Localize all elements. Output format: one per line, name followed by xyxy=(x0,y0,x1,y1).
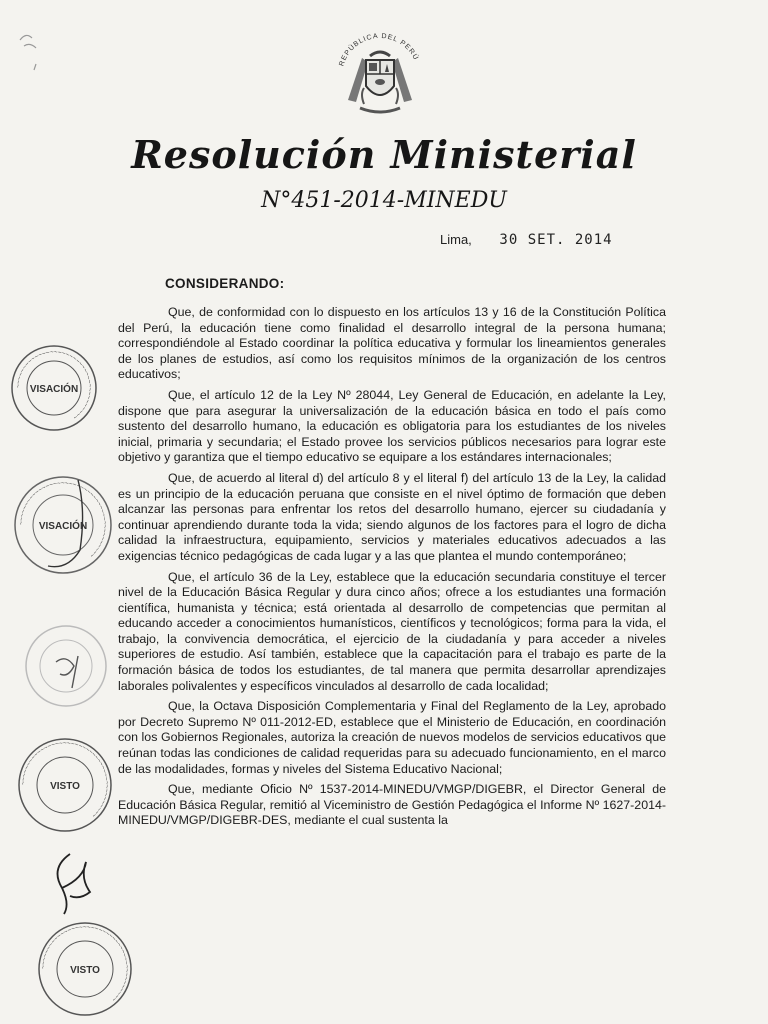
visacion-stamp xyxy=(8,470,118,580)
date-value: 30 SET. 2014 xyxy=(499,232,613,248)
date-city: Lima, xyxy=(440,232,472,247)
paragraph: Que, el artículo 36 de la Ley, establece que la educación secundaria constituye el tercer nivel de la Educación Básica Regular y dura cinco años; ofrece a los estudiantes una formación científica, humanista y técnica; está orientada al desarrollo de competencias que permitan al educando acceder a conocimientos humanísticos, científicos y tecnológicos; forma para la vida, el trabajo, la convivencia democrática, el ejercicio de la ciudadanía y para acceder a niveles superiores de estudio. Así también, establece que la capacitación para el trabajo es parte de la formación básica de todos los estudiantes, de tal manera que permita desarrollar aprendizajes laborales polivalentes y específicos vinculados al desarrollo de cada localidad; xyxy=(118,569,666,693)
paragraph: Que, mediante Oficio Nº 1537-2014-MINEDU/VMGP/DIGEBR, el Director General de Educación Básica Regular, remitió al Viceministro de Gestión Pedagógica el Informe Nº 1627-2014-MINEDU/VMGP/DIGEBR-DES, mediante el cual sustenta la xyxy=(118,782,666,828)
date-line xyxy=(440,232,613,248)
document-title: Resolución Ministerial xyxy=(131,132,637,177)
stamp-label: VISTO xyxy=(50,781,80,792)
handwritten-signature xyxy=(40,848,110,923)
svg-text:~~~~~~~~~~~~~~~~~~~~~~~~~~~~~~: ~~~~~~~~~~~~~~~~~~~~~~~~~~~~~~~~~~~~~~~~~~ xyxy=(17,479,109,559)
svg-text:~~~~~~~~~~~~~~~~~~~~~~~~~~~~~~: ~~~~~~~~~~~~~~~~~~~~~~~~~~~~~~~~~~~~~ xyxy=(14,348,94,421)
svg-text:~~~~~~~~~~~~~~~~~~~~~~~~~~~~~~: ~~~~~~~~~~~~~~~~~~~~~~~~~~~~~~~~~~~~~~~~~~ xyxy=(39,923,131,1003)
coat-of-arms-seal xyxy=(330,28,430,118)
paragraph: Que, el artículo 12 de la Ley Nº 28044, Ley General de Educación, en adelante la Ley, dispone que para asegurar la universalización de la educación básica en todo el país como sustento del desarrollo humano, la educación es obligatoria para los estudiantes de los niveles inicial, primaria y secundaria; el Estado provee los servicios públicos necesarios para lograr este objetivo y garantiza que el tiempo educativo se equipare a los estándares internacionales; xyxy=(118,387,666,465)
paragraph: Que, de acuerdo al literal d) del artículo 8 y el literal f) del artículo 13 de la Ley, la calidad es un principio de la educación peruana que consiste en el nivel óptimo de formación que deben alcanzar las personas para enfrentar los retos del desarrollo humano, ejercer su ciudadanía y continuar aprendiendo durante toda la vida; siendo algunos de los factores para el logro de dicha calidad la infraestructura, equipamiento, servicios y materiales educativos adecuados a las exigencias técnico pedagógicas de cada lugar y a las que plantea el mundo contemporáneo; xyxy=(118,470,666,563)
stamp-label: VISTO xyxy=(70,965,100,976)
paragraph: Que, la Octava Disposición Complementaria y Final del Reglamento de la Ley, aprobado por Decreto Supremo Nº 011-2012-ED, establece que el Ministerio de Educación, en coordinación con los Gobiernos Regionales, autoriza la creación de nuevos modelos de servicios educativos que reúnan todas las condiciones de calidad requeridas para su adecuado funcionamiento, en el marco de las modalidades, formas y niveles del Sistema Educativo Nacional; xyxy=(118,699,666,776)
svg-text:REPÚBLICA DEL PERÚ: REPÚBLICA DEL PERÚ xyxy=(338,32,420,68)
stamp-label: VISACIÓN xyxy=(29,384,79,395)
margin-scribble xyxy=(14,28,54,83)
resolution-number: N°451-2014-MINEDU xyxy=(261,188,507,213)
paragraph: Que, de conformidad con lo dispuesto en los artículos 13 y 16 de la Constitución Política del Perú, la educación tiene como finalidad el desarrollo integral de la persona humana; correspondiéndole al Estado coordinar la política educativa y formular los lineamientos generales de los planes de estudios, así como los requisitos mínimos de la organización de los centros educativos; xyxy=(118,305,666,382)
visacion-stamp xyxy=(6,340,102,436)
stamp-label: VISACIÓN xyxy=(38,521,88,532)
visto-stamp xyxy=(10,730,120,840)
faded-stamp xyxy=(18,618,114,714)
visto-stamp xyxy=(30,914,140,1024)
section-heading: CONSIDERANDO: xyxy=(165,276,285,291)
svg-text:~~~~~~~~~~~~~~~~~~~~~~~~~~~~~~: ~~~~~~~~~~~~~~~~~~~~~~~~~~~~~~~~~~~~~~~~~~ xyxy=(19,739,111,819)
body-text xyxy=(118,305,666,834)
